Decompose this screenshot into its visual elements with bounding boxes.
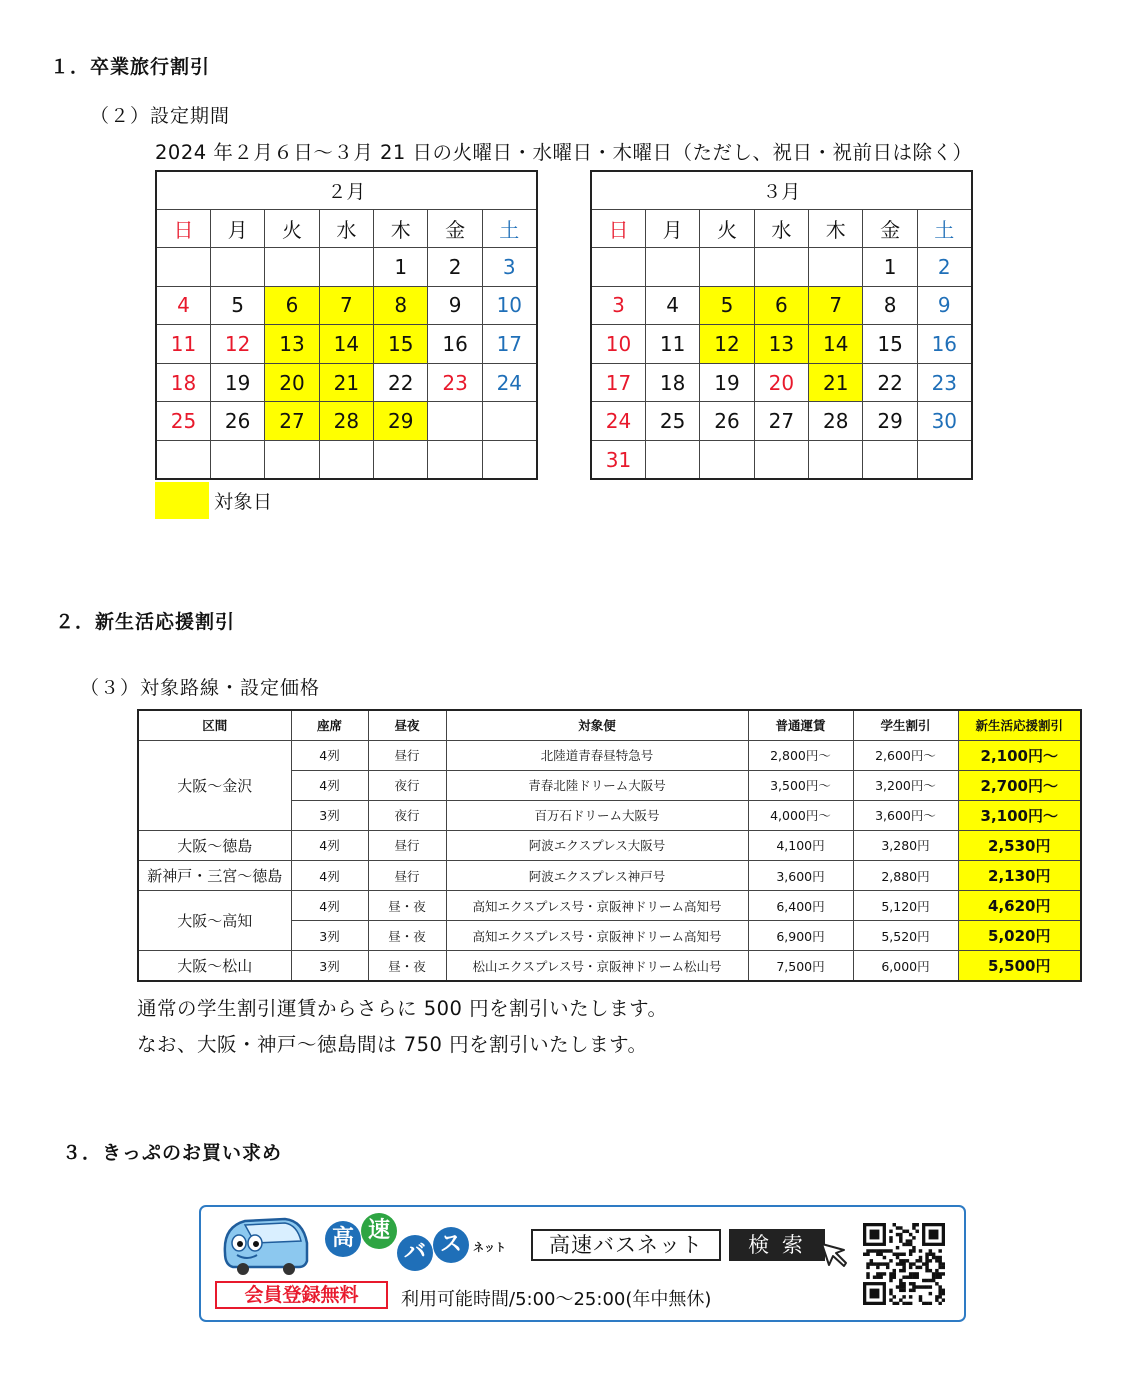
calendar-day: 23 [917, 363, 971, 402]
cell-seat: 3列 [291, 800, 368, 830]
calendar-day: 30 [917, 402, 971, 441]
calendar-day: 21 [319, 363, 373, 402]
calendar-day: 29 [863, 402, 917, 441]
cell-time: 昼・夜 [368, 921, 446, 951]
cell-seat: 4列 [291, 891, 368, 921]
cell-normal: 3,500円～ [748, 770, 853, 800]
calendar-day: 3 [591, 286, 645, 325]
search-button[interactable]: 検 索 [729, 1229, 825, 1261]
calendar-day: 7 [319, 286, 373, 325]
route-section: 新神戸・三宮～徳島 [138, 860, 291, 890]
calendar-day: 12 [210, 325, 264, 364]
section1-title: １．卒業旅行割引 [50, 56, 211, 78]
calendar-day: 13 [754, 325, 808, 364]
calendar-day: 2 [917, 248, 971, 287]
note-student-discount: 通常の学生割引運賃からさらに 500 円を割引いたします。 [137, 997, 668, 1020]
logo-suffix: ネット [473, 1241, 506, 1254]
calendar-day [265, 248, 319, 287]
route-section: 大阪～金沢 [138, 740, 291, 830]
cell-time: 昼・夜 [368, 951, 446, 981]
calendar-day [863, 441, 917, 480]
calendar-day: 17 [591, 363, 645, 402]
calendar-day: 24 [482, 363, 536, 402]
cell-normal: 7,500円 [748, 951, 853, 981]
calendar-day: 4 [645, 286, 699, 325]
calendar-day: 19 [700, 363, 754, 402]
cell-normal: 6,900円 [748, 921, 853, 951]
calendar-day [754, 441, 808, 480]
cell-special: 2,100円～ [958, 740, 1081, 770]
calendar-day: 14 [809, 325, 863, 364]
calendar-day: 16 [428, 325, 482, 364]
cell-student: 2,600円～ [853, 740, 958, 770]
section2-subtitle: （３）対象路線・設定価格 [80, 677, 321, 699]
calendar-day: 15 [863, 325, 917, 364]
weekday-header: 金 [428, 209, 482, 248]
calendar-day [645, 441, 699, 480]
cell-service: 高知エクスプレス号・京阪神ドリーム高知号 [446, 921, 748, 951]
calendar-day: 7 [809, 286, 863, 325]
search-box[interactable]: 高速バスネット [531, 1229, 721, 1261]
calendar-day [210, 248, 264, 287]
calendar-day: 26 [210, 402, 264, 441]
calendar-day: 28 [319, 402, 373, 441]
logo-char-3: バ [397, 1235, 433, 1271]
calendar-day: 1 [374, 248, 428, 287]
weekday-header: 火 [700, 209, 754, 248]
calendar-day: 6 [754, 286, 808, 325]
calendar-day: 26 [700, 402, 754, 441]
calendar-february [155, 170, 538, 480]
calendar-day [374, 441, 428, 480]
table-row [138, 951, 1081, 981]
weekday-header: 金 [863, 209, 917, 248]
weekday-header: 水 [754, 209, 808, 248]
column-header: 座席 [291, 710, 368, 740]
calendar-day: 27 [265, 402, 319, 441]
calendar-day [319, 248, 373, 287]
cell-special: 2,530円 [958, 830, 1081, 860]
calendar-day: 24 [591, 402, 645, 441]
weekday-header: 木 [809, 209, 863, 248]
calendar-day [482, 402, 536, 441]
cell-seat: 4列 [291, 860, 368, 890]
column-header: 対象便 [446, 710, 748, 740]
calendar-day [809, 248, 863, 287]
calendar-day: 10 [591, 325, 645, 364]
cell-service: 北陸道青春昼特急号 [446, 740, 748, 770]
cell-student: 6,000円 [853, 951, 958, 981]
section1-subtitle: （２）設定期間 [90, 105, 231, 127]
cell-student: 3,600円～ [853, 800, 958, 830]
calendar-day [917, 441, 971, 480]
calendar-day: 22 [374, 363, 428, 402]
weekday-header: 木 [374, 209, 428, 248]
cell-service: 青春北陸ドリーム大阪号 [446, 770, 748, 800]
calendar-day: 20 [754, 363, 808, 402]
cell-normal: 2,800円～ [748, 740, 853, 770]
calendar-day: 27 [754, 402, 808, 441]
column-header: 学生割引 [853, 710, 958, 740]
cell-service: 百万石ドリーム大阪号 [446, 800, 748, 830]
route-section: 大阪～松山 [138, 951, 291, 981]
section2-title: ２．新生活応援割引 [55, 611, 236, 633]
calendar-day: 5 [700, 286, 754, 325]
calendar-day [591, 248, 645, 287]
cell-seat: 3列 [291, 921, 368, 951]
calendar-day: 11 [645, 325, 699, 364]
logo-char-1: 高 [325, 1221, 361, 1257]
calendar-day [700, 441, 754, 480]
cell-student: 5,520円 [853, 921, 958, 951]
cell-special: 2,700円～ [958, 770, 1081, 800]
weekday-header: 土 [482, 209, 536, 248]
calendar-day [156, 441, 210, 480]
cell-time: 昼行 [368, 860, 446, 890]
table-row [138, 891, 1081, 921]
cell-normal: 3,600円 [748, 860, 853, 890]
logo-char-2: 速 [361, 1213, 397, 1249]
cell-time: 昼行 [368, 830, 446, 860]
calendar-day: 3 [482, 248, 536, 287]
calendar-day: 9 [428, 286, 482, 325]
cell-time: 昼行 [368, 740, 446, 770]
table-row [138, 830, 1081, 860]
calendar-day: 31 [591, 441, 645, 480]
route-price-table [137, 709, 1082, 982]
bus-mascot-icon [215, 1213, 311, 1275]
calendar-day: 22 [863, 363, 917, 402]
cell-student: 3,280円 [853, 830, 958, 860]
calendar-day: 28 [809, 402, 863, 441]
section3-title: ３．きっぷのお買い求め [62, 1142, 283, 1164]
cell-service: 阿波エクスプレス神戸号 [446, 860, 748, 890]
calendar-day: 20 [265, 363, 319, 402]
calendar-day: 12 [700, 325, 754, 364]
weekday-header: 日 [591, 209, 645, 248]
logo-char-4: ス [433, 1227, 469, 1263]
cell-student: 5,120円 [853, 891, 958, 921]
available-hours: 利用可能時間/5:00～25:00(年中無休) [401, 1289, 712, 1310]
cell-time: 昼・夜 [368, 891, 446, 921]
calendar-day: 8 [374, 286, 428, 325]
column-header: 昼夜 [368, 710, 446, 740]
cell-service: 阿波エクスプレス大阪号 [446, 830, 748, 860]
cell-time: 夜行 [368, 770, 446, 800]
legend-swatch [155, 482, 209, 519]
calendar-day: 25 [645, 402, 699, 441]
cell-special: 2,130円 [958, 860, 1081, 890]
calendar-day [645, 248, 699, 287]
calendar-day: 8 [863, 286, 917, 325]
calendar-day: 18 [645, 363, 699, 402]
cell-normal: 4,000円～ [748, 800, 853, 830]
calendar-day: 21 [809, 363, 863, 402]
route-section: 大阪～徳島 [138, 830, 291, 860]
cell-special: 4,620円 [958, 891, 1081, 921]
calendar-march [590, 170, 973, 480]
weekday-header: 水 [319, 209, 373, 248]
cell-student: 2,880円 [853, 860, 958, 890]
calendar-day: 25 [156, 402, 210, 441]
period-text: 2024 年２月６日～３月 21 日の火曜日・水曜日・木曜日（ただし、祝日・祝前日は除く） [155, 141, 973, 164]
calendar-day [265, 441, 319, 480]
calendar-day [210, 441, 264, 480]
note-tokushima-discount: なお、大阪・神戸～徳島間は 750 円を割引いたします。 [137, 1033, 648, 1056]
calendar-day [754, 248, 808, 287]
calendar-day: 18 [156, 363, 210, 402]
calendar-day: 29 [374, 402, 428, 441]
calendar-day: 17 [482, 325, 536, 364]
calendar-day: 5 [210, 286, 264, 325]
calendar-day: 1 [863, 248, 917, 287]
calendar-month-title: ２月 [156, 171, 537, 209]
route-section: 大阪～高知 [138, 891, 291, 951]
column-header: 区間 [138, 710, 291, 740]
calendar-day: 11 [156, 325, 210, 364]
calendar-day [428, 402, 482, 441]
calendar-day: 15 [374, 325, 428, 364]
calendar-day [809, 441, 863, 480]
member-registration-badge: 会員登録無料 [215, 1281, 388, 1309]
weekday-header: 土 [917, 209, 971, 248]
cell-normal: 6,400円 [748, 891, 853, 921]
calendar-day [156, 248, 210, 287]
cell-special: 5,020円 [958, 921, 1081, 951]
calendar-day: 4 [156, 286, 210, 325]
cell-seat: 4列 [291, 830, 368, 860]
cell-student: 3,200円～ [853, 770, 958, 800]
calendar-day: 13 [265, 325, 319, 364]
weekday-header: 月 [645, 209, 699, 248]
table-row [138, 860, 1081, 890]
calendar-day: 19 [210, 363, 264, 402]
calendar-day: 2 [428, 248, 482, 287]
cell-special: 5,500円 [958, 951, 1081, 981]
calendar-day: 23 [428, 363, 482, 402]
calendar-day [482, 441, 536, 480]
calendar-day: 9 [917, 286, 971, 325]
cell-time: 夜行 [368, 800, 446, 830]
legend-label: 対象日 [214, 491, 273, 513]
cell-normal: 4,100円 [748, 830, 853, 860]
column-header: 普通運賃 [748, 710, 853, 740]
weekday-header: 火 [265, 209, 319, 248]
calendar-day: 16 [917, 325, 971, 364]
cell-service: 松山エクスプレス号・京阪神ドリーム松山号 [446, 951, 748, 981]
cell-seat: 4列 [291, 740, 368, 770]
cursor-arrow-icon [819, 1241, 849, 1269]
calendar-day [319, 441, 373, 480]
calendar-day: 14 [319, 325, 373, 364]
column-header: 新生活応援割引 [958, 710, 1081, 740]
cell-special: 3,100円～ [958, 800, 1081, 830]
cell-seat: 3列 [291, 951, 368, 981]
qr-code-icon [863, 1223, 945, 1305]
bus-net-banner[interactable] [199, 1205, 966, 1322]
calendar-day [428, 441, 482, 480]
table-row [138, 740, 1081, 770]
calendar-day [700, 248, 754, 287]
weekday-header: 日 [156, 209, 210, 248]
calendar-day: 10 [482, 286, 536, 325]
cell-service: 高知エクスプレス号・京阪神ドリーム高知号 [446, 891, 748, 921]
calendar-day: 6 [265, 286, 319, 325]
calendar-month-title: ３月 [591, 171, 972, 209]
cell-seat: 4列 [291, 770, 368, 800]
weekday-header: 月 [210, 209, 264, 248]
